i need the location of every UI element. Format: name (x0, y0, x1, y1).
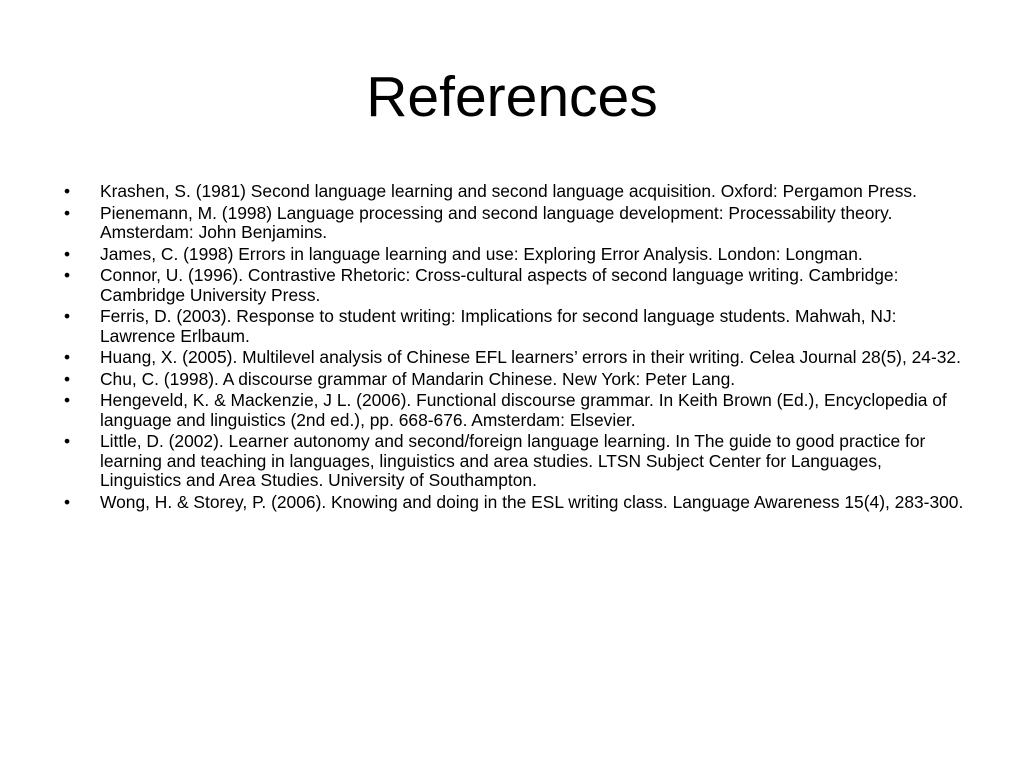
reference-item (0, 493, 1024, 513)
reference-text: Hengeveld, K. & Mackenzie, J L. (2006). Functional discourse grammar. In Keith Brown (Ed.), Encyclopedia of language and linguistics (2nd ed.), pp. 668-676. Amsterdam: Elsevier. (100, 390, 947, 430)
reference-text: Chu, C. (1998). A discourse grammar of Mandarin Chinese. New York: Peter Lang. (100, 368, 736, 389)
slide-title: References (366, 65, 658, 129)
reference-item (0, 432, 1024, 491)
reference-list (0, 182, 1024, 514)
bullet-icon: • (63, 181, 71, 201)
bullet-icon: • (63, 347, 71, 367)
reference-item (0, 204, 1024, 243)
bullet-icon: • (63, 306, 71, 326)
bullet-icon: • (63, 390, 71, 410)
reference-text: Ferris, D. (2003). Response to student writing: Implications for second language students. Mahwah, NJ: Lawrence Erlbaum. (100, 306, 897, 346)
reference-text: James, C. (1998) Errors in language learning and use: Exploring Error Analysis. London: Longman. (100, 243, 863, 264)
reference-text: Connor, U. (1996). Contrastive Rhetoric: Cross-cultural aspects of second language writing. Cambridge: Cambridge University Press. (100, 265, 899, 305)
reference-text: Wong, H. & Storey, P. (2006). Knowing and doing in the ESL writing class. Language Awareness 15(4), 283-300. (100, 491, 964, 512)
reference-text: Pienemann, M. (1998) Language processing and second language development: Processability theory. Amsterdam: John Benjamins. (100, 202, 893, 242)
bullet-icon: • (63, 243, 71, 264)
reference-text: Krashen, S. (1981) Second language learning and second language acquisition. Oxford: Pergamon Press. (100, 181, 917, 201)
bullet-icon: • (63, 265, 71, 285)
bullet-icon: • (63, 368, 71, 389)
reference-item (0, 182, 1024, 202)
reference-item (0, 245, 1024, 265)
reference-text: Huang, X. (2005). Multilevel analysis of Chinese EFL learners’ errors in their writing. Celea Journal 28(5), 24-32. (100, 347, 961, 367)
reference-item (0, 370, 1024, 390)
bullet-icon: • (63, 491, 71, 512)
reference-text: Little, D. (2002). Learner autonomy and second/foreign language learning. In The guide to good practice for learning and teaching in languages, linguistics and area studies. LTSN Subject Center for Languages, Linguistics and Area Studies. University of Southampton. (100, 431, 926, 490)
reference-item (0, 307, 1024, 346)
reference-item (0, 391, 1024, 430)
bullet-icon: • (63, 202, 71, 223)
reference-item (0, 348, 1024, 368)
bullet-icon: • (63, 431, 71, 451)
reference-item (0, 266, 1024, 305)
